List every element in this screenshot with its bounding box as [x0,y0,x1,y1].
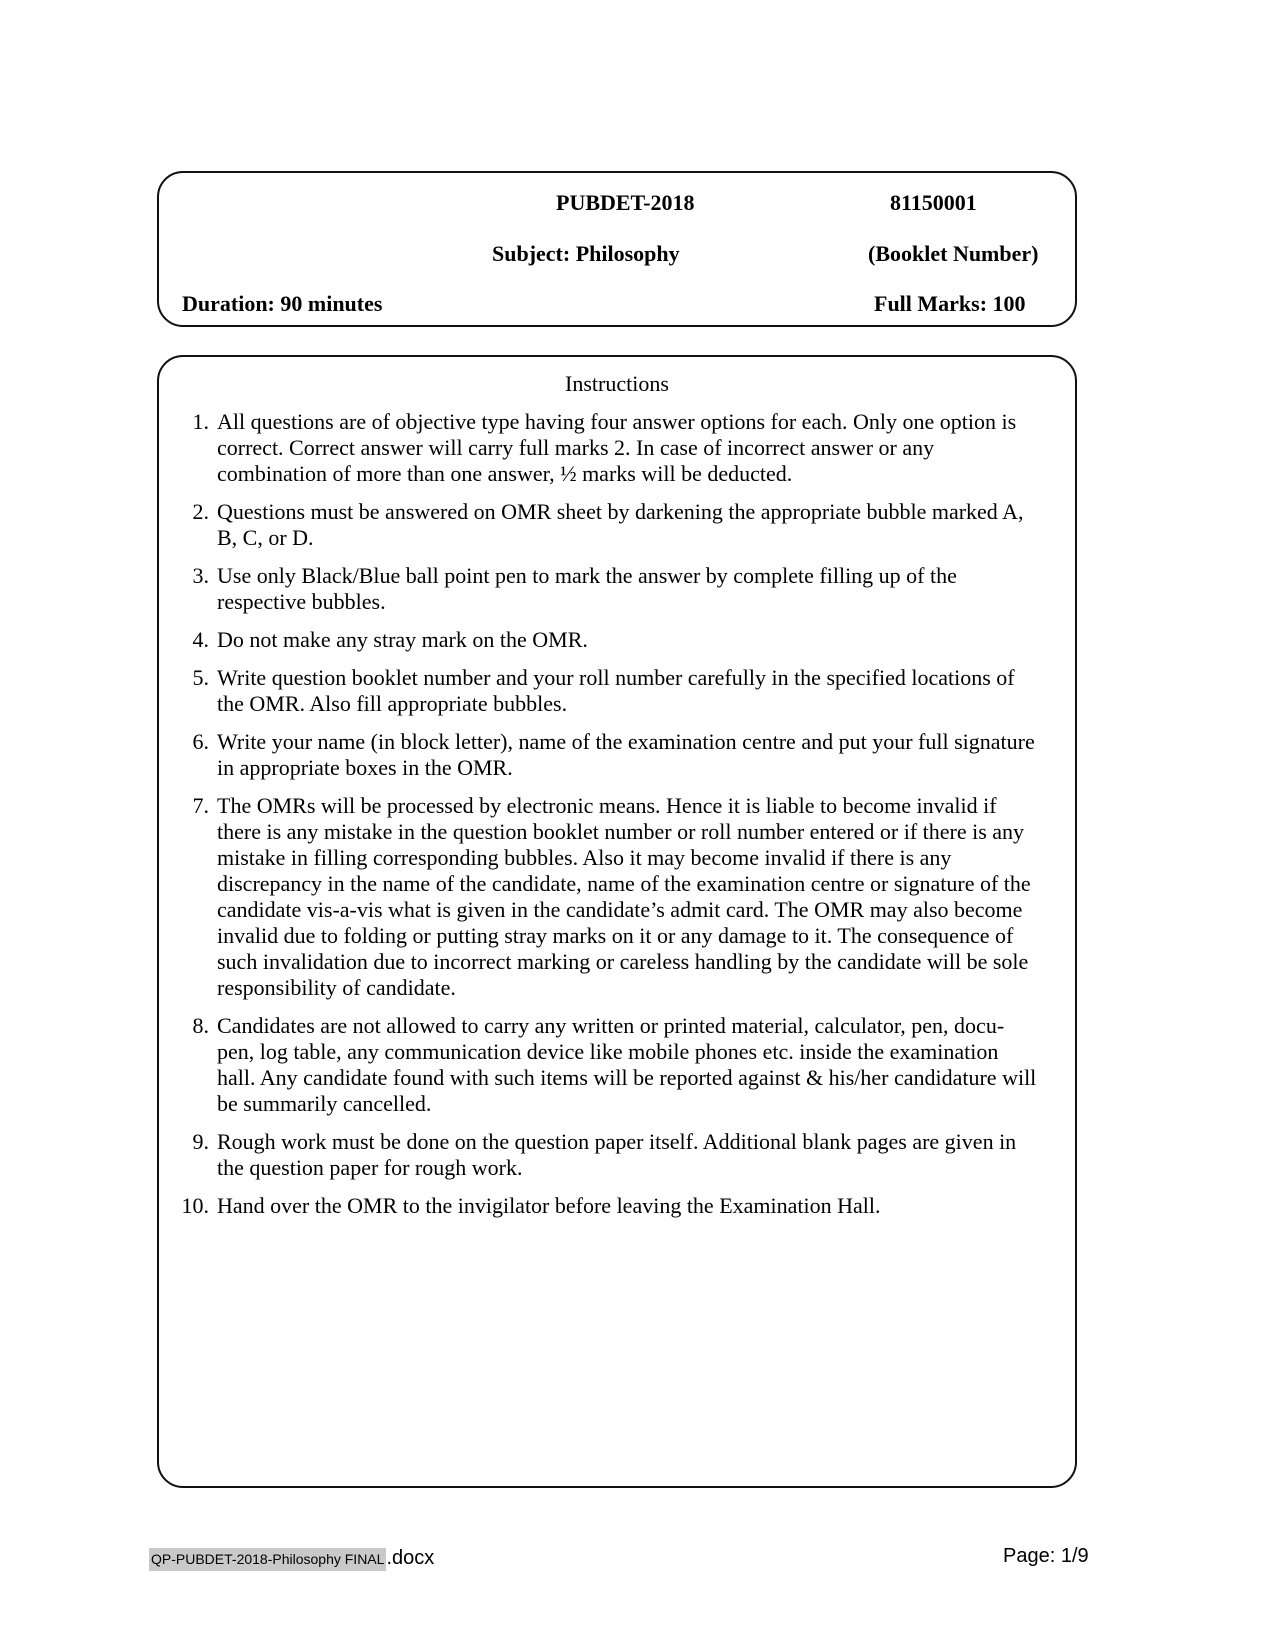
instruction-item [179,627,1039,653]
instruction-number: 6. [192,729,209,754]
instruction-item [179,499,1039,551]
instruction-text: Do not make any stray mark on the OMR. [217,627,588,652]
instruction-number: 1. [192,409,209,434]
subject-label: Subject: Philosophy [492,241,680,266]
instruction-item [179,729,1039,781]
exam-code: PUBDET-2018 [556,190,695,215]
instruction-item [179,665,1039,717]
instruction-number: 8. [192,1013,209,1038]
instruction-item [179,1129,1039,1181]
instruction-item [179,793,1039,1001]
instruction-text: Hand over the OMR to the invigilator before leaving the Examination Hall. [217,1193,881,1218]
instruction-item [179,409,1039,487]
instruction-text: Questions must be answered on OMR sheet by darkening the appropriate bubble marked A, B, C, or D. [217,499,1024,550]
instructions-box [157,355,1077,1488]
instruction-number: 5. [192,665,209,690]
exam-header-box [157,171,1077,327]
footer-filename-highlighted: QP-PUBDET-2018-Philosophy FINAL [149,1548,386,1571]
instruction-text: Write question booklet number and your roll number carefully in the specified locations of the OMR. Also fill appropriate bubbles. [217,665,1015,716]
booklet-number-label: (Booklet Number) [868,241,1039,266]
instruction-item [179,1193,1039,1219]
instructions-list [179,409,1039,1231]
instruction-number: 2. [192,499,209,524]
instruction-number: 3. [192,563,209,588]
instruction-text: The OMRs will be processed by electronic means. Hence it is liable to become invalid if there is any mistake in the question booklet number or roll number entered or if there is any mistake in filling corresponding bubbles. Also it may become invalid if there is any discrepancy in the name of the candidate, name of the examination centre or signature of the candidate vis-a-vis what is given in the candidate’s admit card. The OMR may also become invalid due to folding or putting stray marks on it or any damage to it. The consequence of such invalidation due to incorrect marking or careless handling by the candidate will be sole responsibility of candidate. [217,793,1031,1000]
instruction-text: Write your name (in block letter), name of the examination centre and put your full signature in appropriate boxes in the OMR. [217,729,1035,780]
instruction-text: Candidates are not allowed to carry any written or printed material, calculator, pen, docu-pen, log table, any communication device like mobile phones etc. inside the examination hall. Any candidate found with such items will be reported against & his/her candidature will be summarily cancelled. [217,1013,1037,1116]
footer-page-number: Page: 1/9 [1003,1545,1089,1567]
duration-label: Duration: 90 minutes [182,291,383,316]
instruction-number: 9. [192,1129,209,1154]
instruction-number: 4. [192,627,209,652]
instructions-title: Instructions [565,371,669,396]
instruction-item [179,1013,1039,1117]
booklet-number: 81150001 [890,190,977,215]
instruction-number: 7. [192,793,209,818]
instruction-item [179,563,1039,615]
instruction-text: All questions are of objective type having four answer options for each. Only one option is correct. Correct answer will carry full marks 2. In case of incorrect answer or any combination of more than one answer, ½ marks will be deducted. [217,409,1017,486]
full-marks-label: Full Marks: 100 [874,291,1026,316]
instruction-text: Use only Black/Blue ball point pen to mark the answer by complete filling up of the respective bubbles. [217,563,957,614]
footer-filename-extension: .docx [386,1547,435,1569]
footer-filename [149,1547,434,1570]
instruction-number: 10. [181,1193,209,1218]
instruction-text: Rough work must be done on the question paper itself. Additional blank pages are given in the question paper for rough work. [217,1129,1017,1180]
